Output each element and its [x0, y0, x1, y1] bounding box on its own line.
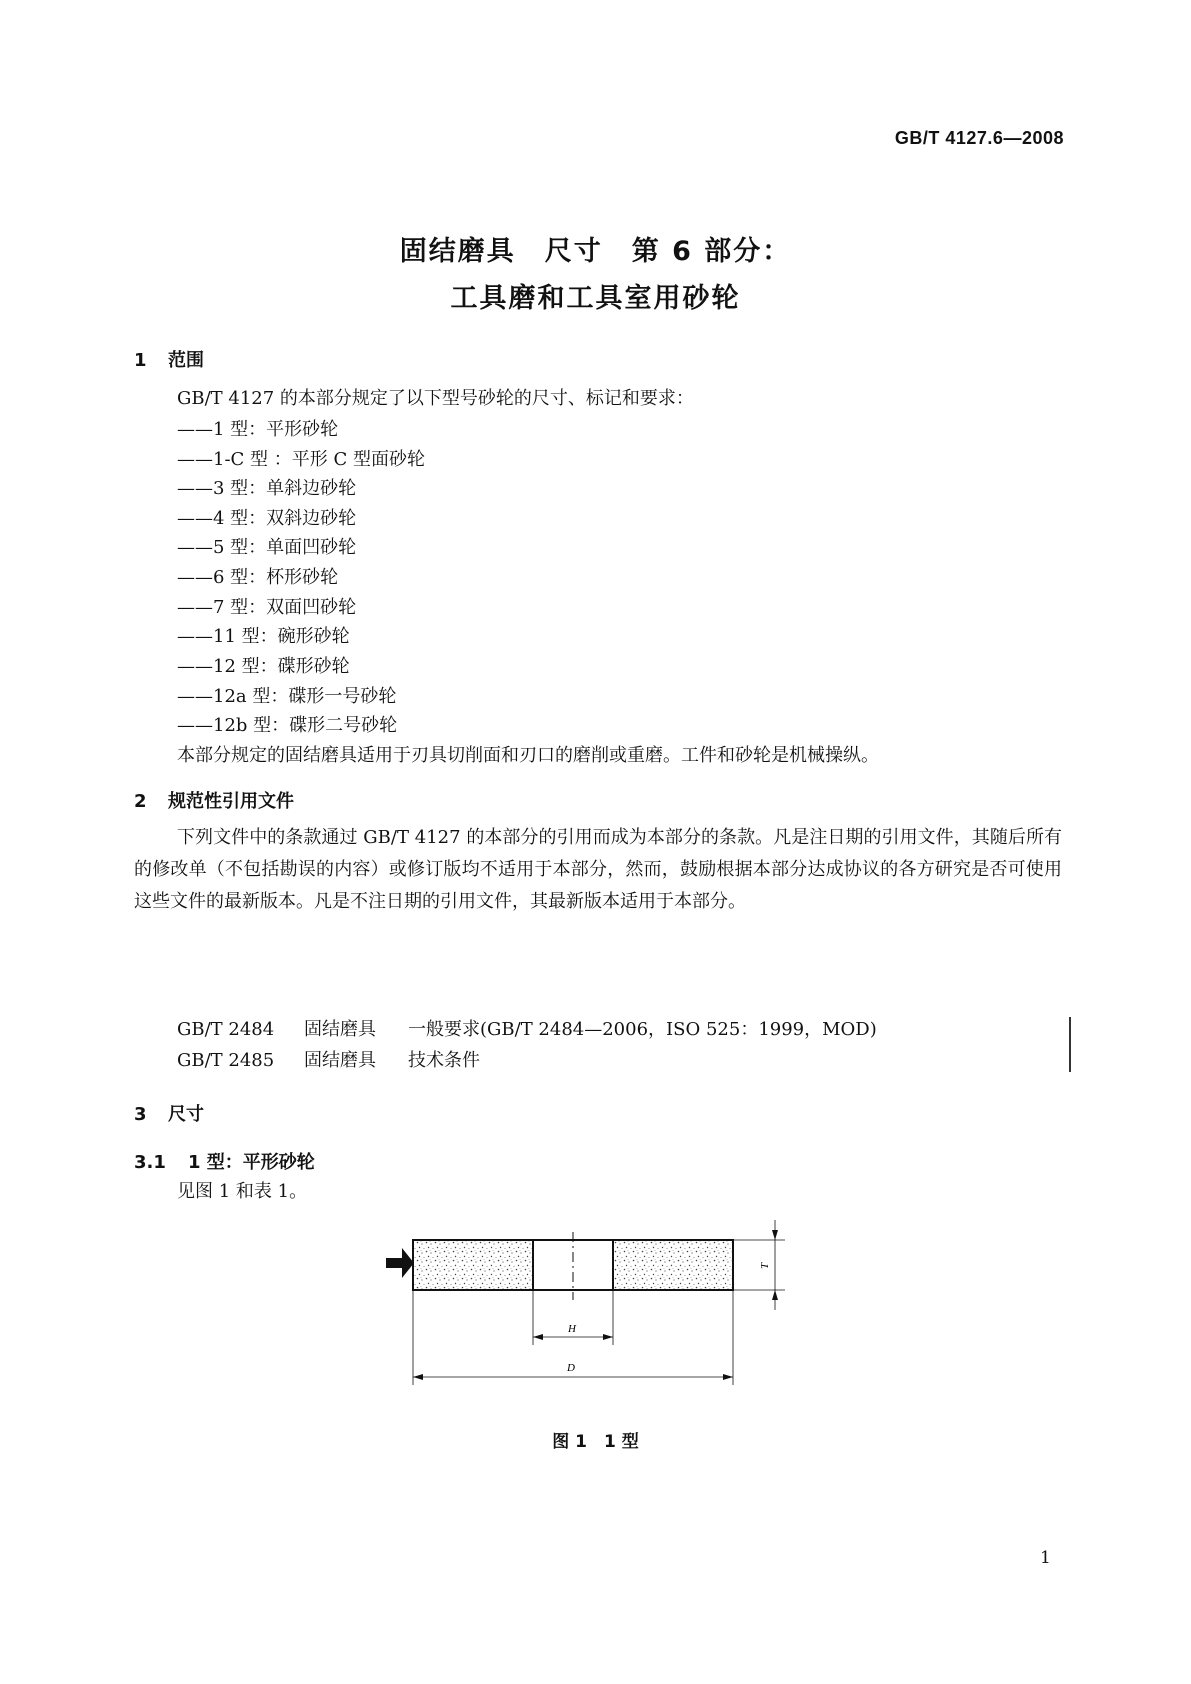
list-item: ——4 型：双斜边砂轮 — [177, 508, 357, 529]
section-2-heading — [134, 787, 294, 813]
subsection-number: 3.1 — [134, 1152, 166, 1173]
wheel-section-left — [413, 1240, 533, 1290]
reference-code: GB/T 2484 — [177, 1019, 275, 1040]
h-label: H — [568, 1323, 576, 1335]
list-item: ——6 型：杯形砂轮 — [177, 567, 339, 588]
t-label: T — [759, 1262, 771, 1269]
figure-1-caption: 图 1 1 型 — [552, 1432, 639, 1452]
section-number: 1 — [134, 350, 147, 371]
reference-row — [177, 1045, 480, 1076]
section-1-closing: 本部分规定的固结磨具适用于刃具切削面和刃口的磨削或重磨。工件和砂轮是机械操纵。 — [177, 745, 879, 766]
reference-code: GB/T 2485 — [177, 1050, 275, 1071]
list-item: ——1 型：平形砂轮 — [177, 419, 339, 440]
wheel-section-right — [613, 1240, 733, 1290]
page-number: 1 — [1040, 1548, 1051, 1568]
subsection-3-1-heading — [134, 1148, 315, 1174]
list-item: ——12b 型：碟形二号砂轮 — [177, 715, 398, 736]
reference-desc: 技术条件 — [408, 1050, 480, 1071]
section-title: 规范性引用文件 — [168, 791, 294, 812]
change-bar — [1069, 1017, 1071, 1072]
figure-1-type-1-wheel — [380, 1205, 830, 1405]
section-number: 3 — [134, 1104, 147, 1125]
list-item: ——11 型：碗形砂轮 — [177, 626, 350, 647]
section-title: 范围 — [168, 350, 204, 371]
list-item: ——5 型：单面凹砂轮 — [177, 537, 357, 558]
list-item: ——3 型：单斜边砂轮 — [177, 478, 357, 499]
list-item: ——7 型：双面凹砂轮 — [177, 597, 357, 618]
standard-code: GB/T 4127.6—2008 — [894, 128, 1064, 148]
title-line-2: 工具磨和工具室用砂轮 — [450, 283, 741, 314]
reference-name: 固结磨具 — [304, 1050, 376, 1071]
d-label: D — [567, 1362, 575, 1374]
section-3-heading — [134, 1100, 204, 1126]
subsection-title: 1 型：平形砂轮 — [188, 1152, 315, 1173]
list-item: ——12 型：碟形砂轮 — [177, 656, 350, 677]
section-2-paragraph: 下列文件中的条款通过 GB/T 4127 的本部分的引用而成为本部分的条款。凡是注日期的引用文件，其随后所有的修改单（不包括勘误的内容）或修订版均不适用于本部分，然而，鼓励根据本部分达成协议的各方研究是否可使用这些文件的最新版本。凡是不注日期的引用文件，其最新版本适用于本部分。 — [134, 827, 1062, 912]
title-line-1: 固结磨具 尺寸 第 6 部分： — [399, 236, 792, 267]
reference-row — [177, 1014, 877, 1045]
section-1-intro: GB/T 4127 的本部分规定了以下型号砂轮的尺寸、标记和要求： — [177, 388, 694, 409]
list-item: ——1-C 型 ：平形 C 型面砂轮 — [177, 449, 425, 470]
section-title: 尺寸 — [168, 1104, 204, 1125]
arrow-icon — [386, 1248, 414, 1278]
list-item: ——12a 型：碟形一号砂轮 — [177, 686, 397, 707]
section-number: 2 — [134, 791, 147, 812]
subsection-3-1-text: 见图 1 和表 1。 — [177, 1181, 308, 1202]
section-1-heading — [134, 346, 204, 372]
reference-desc: 一般要求(GB/T 2484—2006，ISO 525：1999，MOD) — [408, 1019, 877, 1040]
reference-name: 固结磨具 — [304, 1019, 376, 1040]
